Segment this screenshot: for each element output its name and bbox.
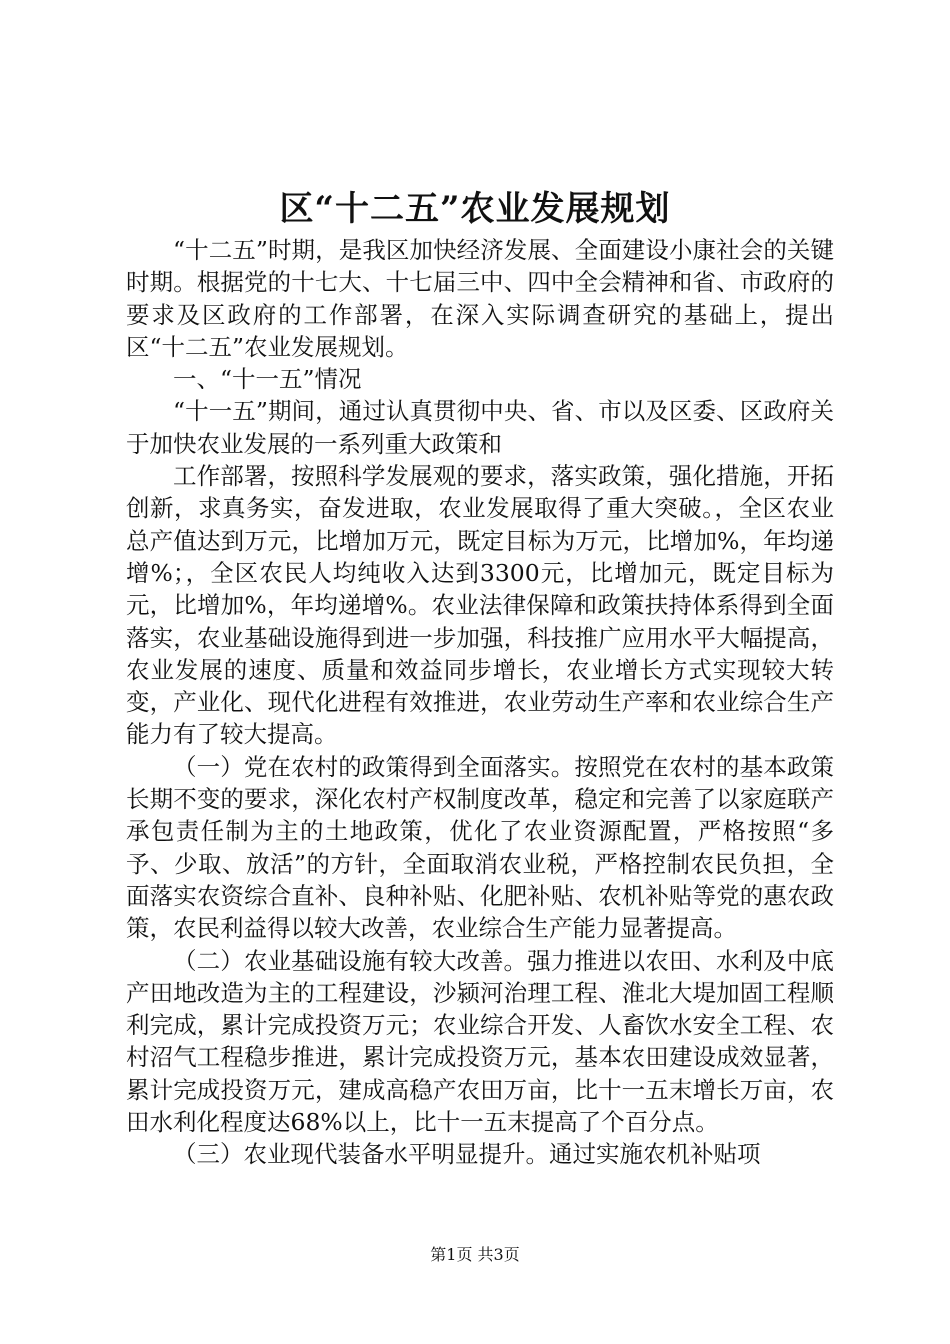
document-title: 区“十二五”农业发展规划 (279, 189, 671, 229)
paragraph-11th-period-lead: “十一五”期间，通过认真贯彻中央、省、市以及区委、区政府关于加快农业发展的一系列重大政策和 (126, 397, 834, 458)
paragraph-subsection-3: （三）农业现代装备水平明显提升。通过实施农机补贴项 (173, 1140, 761, 1169)
paragraph-subsection-2: （二）农业基础设施有较大改善。强力推进以农田、水利及中底产田地改造为主的工程建设，沙颍河治理工程、淮北大堤加固工程顺利完成，累计完成投资万元；农业综合开发、人畜饮水安全工程、农村沼气工程稳步推进，累计完成投资万元，基本农田建设成效显著，累计完成投资万元，建成高稳产农田万亩，比十一五末增长万亩，农田水利化程度达68%以上，比十一五末提高了个百分点。 (126, 946, 834, 1137)
paragraph-11th-period-body: 工作部署，按照科学发展观的要求，落实政策，强化措施，开拓创新，求真务实，奋发进取，农业发展取得了重大突破。，全区农业总产值达到万元，比增加万元，既定目标为万元，比增加%，年均递增%；，全区农民人均纯收入达到3300元，比增加元，既定目标为元，比增加%，年均递增%。农业法律保障和政策扶持体系得到全面落实，农业基础设施得到进一步加强，科技推广应用水平大幅提高，农业发展的速度、质量和效益同步增长，农业增长方式实现较大转变，产业化、现代化进程有效推进，农业劳动生产率和农业综合生产能力有了较大提高。 (126, 462, 834, 749)
section-heading-1: 一、“十一五”情况 (173, 365, 362, 394)
paragraph-subsection-1: （一）党在农村的政策得到全面落实。按照党在农村的基本政策长期不变的要求，深化农村产权制度改革，稳定和完善了以家庭联产承包责任制为主的土地政策，优化了农业资源配置，严格按照“多予、少取、放活”的方针，全面取消农业税，严格控制农民负担，全面落实农资综合直补、良种补贴、化肥补贴、农机补贴等党的惠农政策，农民利益得以较大改善，农业综合生产能力显著提高。 (126, 752, 834, 943)
page-footer: 第1页 共3页 (430, 1245, 520, 1264)
paragraph-intro: “十二五”时期，是我区加快经济发展、全面建设小康社会的关键时期。根据党的十七大、十七届三中、四中全会精神和省、市政府的要求及区政府的工作部署，在深入实际调查研究的基础上，提出区“十二五”农业发展规划。 (126, 236, 834, 361)
document-body (126, 234, 834, 1171)
